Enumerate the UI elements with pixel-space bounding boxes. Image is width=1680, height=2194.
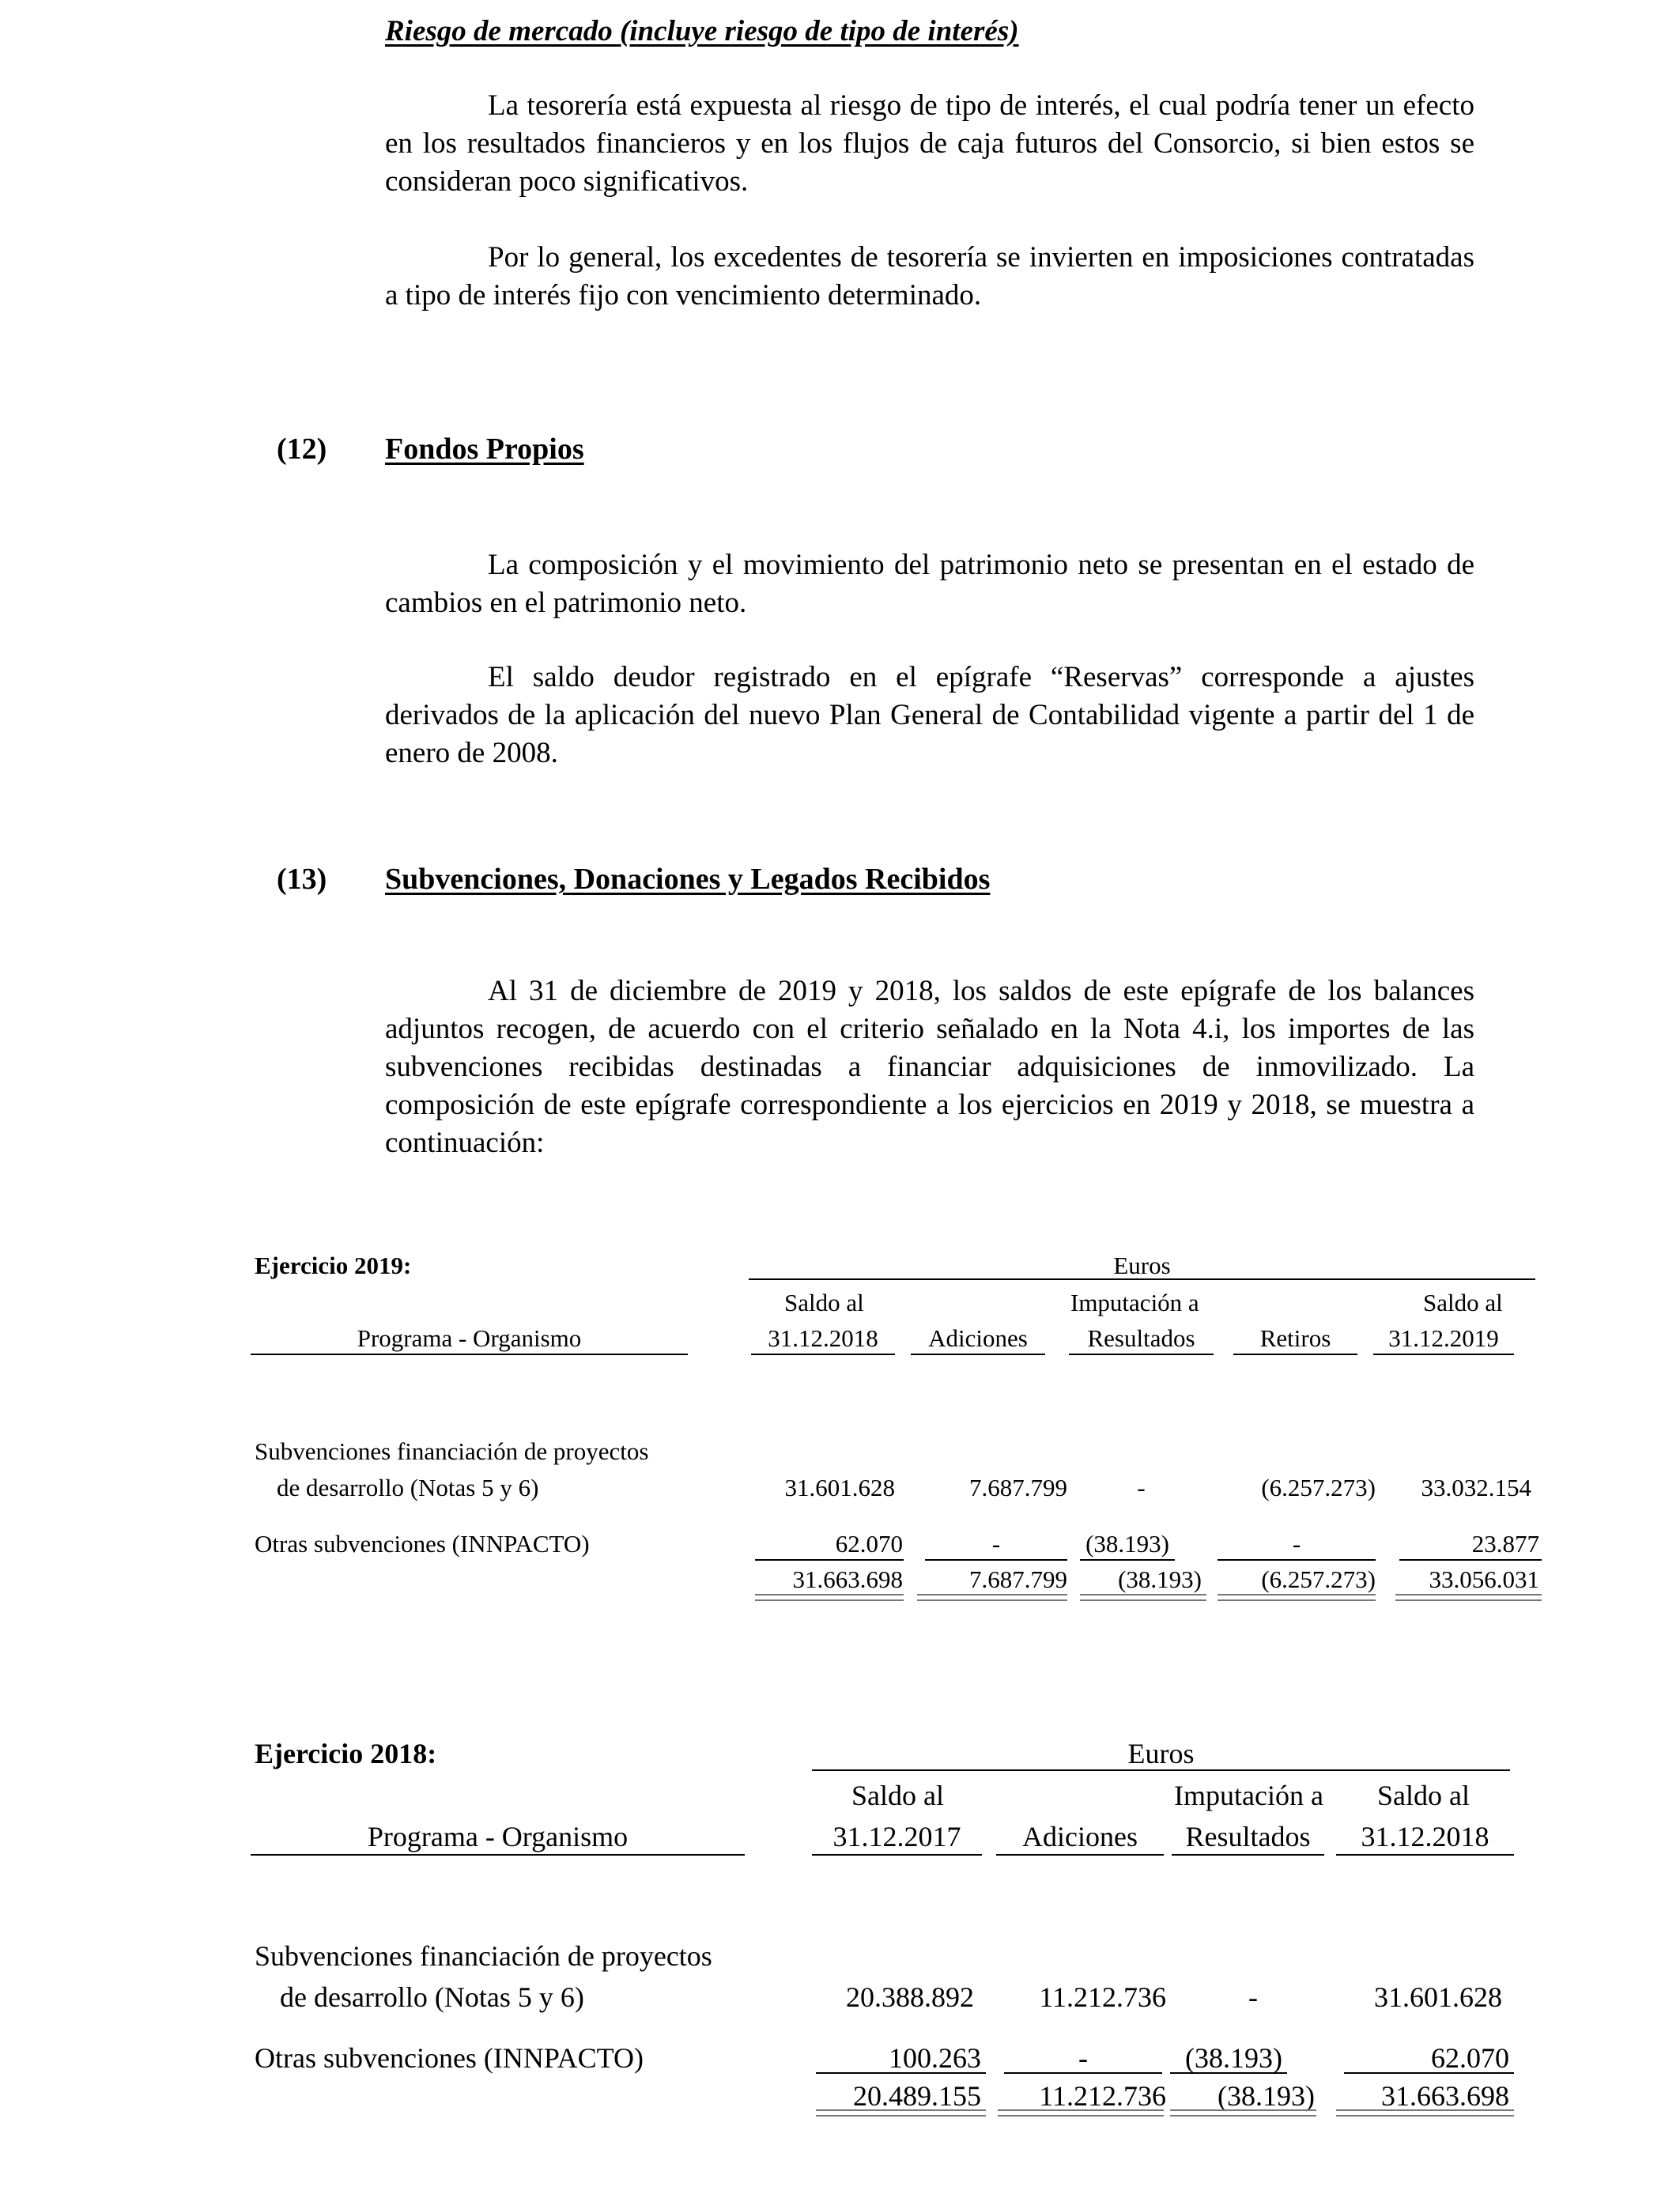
- total-value-4: (6.257.273): [1261, 1565, 1376, 1593]
- total-double-rule-2: [917, 1594, 1067, 1601]
- col-3-header-bottom: Resultados: [1185, 1821, 1311, 1852]
- total-double-rule-1: [755, 1594, 904, 1601]
- row-1-value-4: (6.257.273): [1261, 1474, 1376, 1501]
- table-2018-title: Ejercicio 2018:: [255, 1738, 437, 1769]
- total-double-rule-3: [1080, 1594, 1206, 1601]
- row-2-value-3: (38.193): [1185, 2042, 1282, 2074]
- col-1-rule: [751, 1354, 895, 1355]
- subtotal-rule-1: [755, 1559, 904, 1561]
- total-double-rule-2: [998, 2109, 1164, 2117]
- col-4-rule: [1336, 1854, 1514, 1856]
- col-4-rule: [1233, 1354, 1357, 1355]
- section-13-paragraph: Al 31 de diciembre de 2019 y 2018, los saldos de este epígrafe de los balances adjuntos recogen, de acuerdo con el criterio señalado en la Nota 4.i, los importes de las subvenciones recibidas destinadas a financiar adquisiciones de inmovilizado. La composición de este epígrafe correspondiente a los ejercicios en 2019 y 2018, se muestra a continuación:: [385, 975, 1474, 1159]
- row-1-value-3: -: [1137, 1474, 1146, 1501]
- col-4-header-top: Saldo al: [1377, 1780, 1470, 1811]
- total-double-rule-3: [1170, 2109, 1316, 2117]
- row-1-label-line-1: Subvenciones financiación de proyectos: [255, 1437, 649, 1465]
- subtotal-rule-5: [1399, 1559, 1542, 1561]
- col-3-header-top: Imputación a: [1174, 1780, 1323, 1811]
- row-header: Programa - Organismo: [357, 1324, 582, 1352]
- row-1-value-4: 31.601.628: [1374, 1981, 1502, 2013]
- total-value-2: 11.212.736: [1039, 2080, 1166, 2112]
- col-2-rule: [996, 1854, 1164, 1856]
- total-value-5: 33.056.031: [1429, 1565, 1539, 1593]
- col-5-rule: [1373, 1354, 1514, 1355]
- section-13-number: (13): [277, 863, 327, 896]
- col-1-header-top: Saldo al: [851, 1780, 944, 1811]
- col-1-rule: [812, 1854, 982, 1856]
- row-1-label-line-2: de desarrollo (Notas 5 y 6): [280, 1981, 584, 2013]
- total-double-rule-5: [1395, 1594, 1542, 1601]
- total-value-4: 31.663.698: [1381, 2080, 1509, 2112]
- total-value-3: (38.193): [1218, 2080, 1315, 2112]
- subtotal-rule-2: [1004, 2072, 1162, 2074]
- total-value-1: 31.663.698: [792, 1565, 903, 1593]
- col-1-header-bottom: 31.12.2018: [768, 1324, 878, 1352]
- col-2-header-bottom: Adiciones: [1022, 1821, 1138, 1852]
- row-2-value-4: -: [1292, 1530, 1301, 1558]
- col-3-rule: [1069, 1354, 1214, 1355]
- row-2-value-2: -: [1078, 2042, 1088, 2074]
- row-2-value-1: 100.263: [889, 2042, 981, 2074]
- row-1-value-1: 20.388.892: [846, 1981, 974, 2013]
- row-2-label: Otras subvenciones (INNPACTO): [255, 1530, 590, 1558]
- row-2-value-3: (38.193): [1085, 1530, 1169, 1558]
- total-double-rule-1: [816, 2109, 986, 2117]
- row-header: Programa - Organismo: [367, 1821, 629, 1852]
- total-value-1: 20.489.155: [853, 2080, 981, 2112]
- col-3-header-top: Imputación a: [1070, 1289, 1199, 1316]
- total-double-rule-4: [1218, 1594, 1376, 1601]
- row-header-rule: [251, 1854, 745, 1856]
- row-1-label-line-1: Subvenciones financiación de proyectos: [255, 1940, 712, 1972]
- total-double-rule-4: [1336, 2109, 1514, 2117]
- row-1-value-1: 31.601.628: [784, 1474, 895, 1501]
- col-2-rule: [911, 1354, 1045, 1355]
- subtotal-rule-1: [816, 2072, 986, 2074]
- total-value-3: (38.193): [1118, 1565, 1202, 1593]
- row-2-value-4: 62.070: [1431, 2042, 1509, 2074]
- col-3-rule: [1172, 1854, 1324, 1856]
- col-1-header-bottom: 31.12.2017: [832, 1821, 961, 1852]
- section-12-title: Fondos Propios: [385, 432, 584, 466]
- subtotal-rule-3: [1170, 2072, 1287, 2074]
- col-4-header-bottom: 31.12.2018: [1361, 1821, 1489, 1852]
- currency-label: Euros: [1113, 1252, 1171, 1279]
- market-risk-heading: Riesgo de mercado (incluye riesgo de tipo de interés): [385, 15, 1019, 47]
- col-5-header-bottom: 31.12.2019: [1388, 1324, 1499, 1352]
- section-12-paragraph-2: El saldo deudor registrado en el epígrafe “Reservas” corresponde a ajustes derivados de la aplicación del nuevo Plan General de Contabilidad vigente a partir del 1 de enero de 2008.: [385, 661, 1474, 769]
- market-risk-paragraph-2: Por lo general, los excedentes de tesorería se invierten en imposiciones contratadas a tipo de interés fijo con vencimiento determinado.: [385, 241, 1474, 312]
- table-2019-title: Ejercicio 2019:: [255, 1252, 412, 1279]
- col-1-header-top: Saldo al: [784, 1289, 864, 1316]
- col-3-header-bottom: Resultados: [1087, 1324, 1195, 1352]
- section-12-number: (12): [277, 432, 327, 466]
- section-12-paragraph-1: La composición y el movimiento del patrimonio neto se presentan en el estado de cambios en el patrimonio neto.: [385, 549, 1474, 619]
- row-header-rule: [251, 1354, 688, 1355]
- market-risk-paragraph-1: La tesorería está expuesta al riesgo de tipo de interés, el cual podría tener un efecto en los resultados financieros y en los flujos de caja futuros del Consorcio, si bien estos se consideran poco significativos.: [385, 89, 1474, 198]
- subtotal-rule-2: [925, 1559, 1067, 1561]
- row-2-value-5: 23.877: [1471, 1530, 1539, 1558]
- currency-label: Euros: [1127, 1738, 1195, 1769]
- row-2-value-1: 62.070: [835, 1530, 903, 1558]
- subtotal-rule-4: [1344, 2072, 1514, 2074]
- col-5-header-top: Saldo al: [1423, 1289, 1503, 1316]
- row-1-value-5: 33.032.154: [1421, 1474, 1531, 1501]
- subtotal-rule-4: [1218, 1559, 1376, 1561]
- row-1-label-line-2: de desarrollo (Notas 5 y 6): [277, 1474, 539, 1501]
- row-1-value-2: 11.212.736: [1039, 1981, 1166, 2013]
- row-1-value-2: 7.687.799: [969, 1474, 1067, 1501]
- subtotal-rule-3: [1080, 1559, 1175, 1561]
- col-2-header-bottom: Adiciones: [928, 1324, 1028, 1352]
- row-1-value-3: -: [1248, 1981, 1258, 2013]
- section-13-title: Subvenciones, Donaciones y Legados Recibidos: [385, 863, 991, 896]
- row-2-value-2: -: [991, 1530, 1001, 1558]
- total-value-2: 7.687.799: [969, 1565, 1067, 1593]
- row-2-label: Otras subvenciones (INNPACTO): [255, 2042, 644, 2074]
- col-4-header-bottom: Retiros: [1259, 1324, 1331, 1352]
